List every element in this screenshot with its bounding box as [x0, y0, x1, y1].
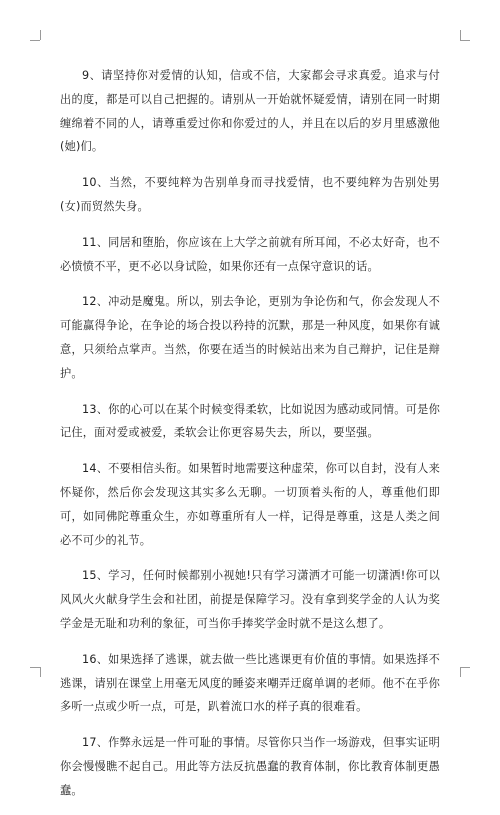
- paragraph-13: 13、你的心可以在某个时候变得柔软，比如说因为感动或同情。可是你记住，面对爱或被爱，柔软会让你更容易失去，所以，要坚强。: [60, 402, 440, 440]
- paragraph-16: 16、如果选择了逃课，就去做一些比逃课更有价值的事情。如果选择不逃课，请别在课堂上用毫无风度的睡姿来嘲弄迂腐单调的老师。他不在乎你多听一点或少听一点，可是，趴着流口水的样子真的很难看。: [60, 652, 440, 714]
- paragraph-15: 15、学习，任何时候都别小视她!只有学习潇洒才可能一切潇洒!你可以风风火火献身学生会和社团，前提是保障学习。没有拿到奖学金的人认为奖学金是无耻和功利的象征，可当你手捧奖学金时就不是这么想了。: [60, 569, 440, 630]
- paragraph-14: 14、不要相信头衔。如果暂时地需要这种虚荣，你可以自封，没有人来怀疑你，然后你会发现这其实多么无聊。一切顶着头衔的人，尊重他们即可，如同佛陀尊重众生，亦如尊重所有人一样，记得是尊重，这是人类之间必不可少的礼节。: [60, 462, 440, 547]
- crop-mark-bottom-right-v: [460, 667, 461, 677]
- paragraph-12: 12、冲动是魔鬼。所以，别去争论，更别为争论伤和气，你会发现人不可能赢得争论，在争论的场合投以矜持的沉默，那是一种风度，如果你有诚意，只须给点掌声。当然，你要在适当的时候站出来为自己辩护，记住是辩护。: [60, 295, 440, 380]
- paragraph-10: 10、当然，不要纯粹为告别单身而寻找爱情，也不要纯粹为告别处男(女)而贸然失身。: [60, 176, 440, 213]
- crop-mark-bottom-right-h: [460, 667, 470, 668]
- document-body: [60, 64, 440, 815]
- paragraph-9: 9、请坚持你对爱情的认知，信或不信，大家都会寻求真爱。追求与付出的度，都是可以自己把握的。请别从一开始就怀疑爱情，请别在同一时期缠绵着不同的人，请尊重爱过你和你爱过的人，并且在以后的岁月里感激他(她)们。: [60, 69, 440, 154]
- crop-mark-top-left-h: [30, 40, 40, 41]
- paragraph-17: 17、作弊永远是一件可耻的事情。尽管你只当作一场游戏，但事实证明你会慢慢瞧不起自己。用此等方法反抗愚蠢的教育体制，你比教育体制更愚蠢。: [60, 736, 440, 797]
- crop-mark-top-left-v: [40, 30, 41, 40]
- crop-mark-top-right-v: [460, 30, 461, 40]
- paragraph-11: 11、同居和堕胎，你应该在上大学之前就有所耳闻，不必太好奇，也不必愤愤不平，更不必以身试险，如果你还有一点保守意识的话。: [60, 235, 440, 273]
- crop-mark-bottom-left-v: [40, 667, 41, 677]
- crop-mark-bottom-left-h: [30, 667, 40, 668]
- crop-mark-top-right-h: [460, 40, 470, 41]
